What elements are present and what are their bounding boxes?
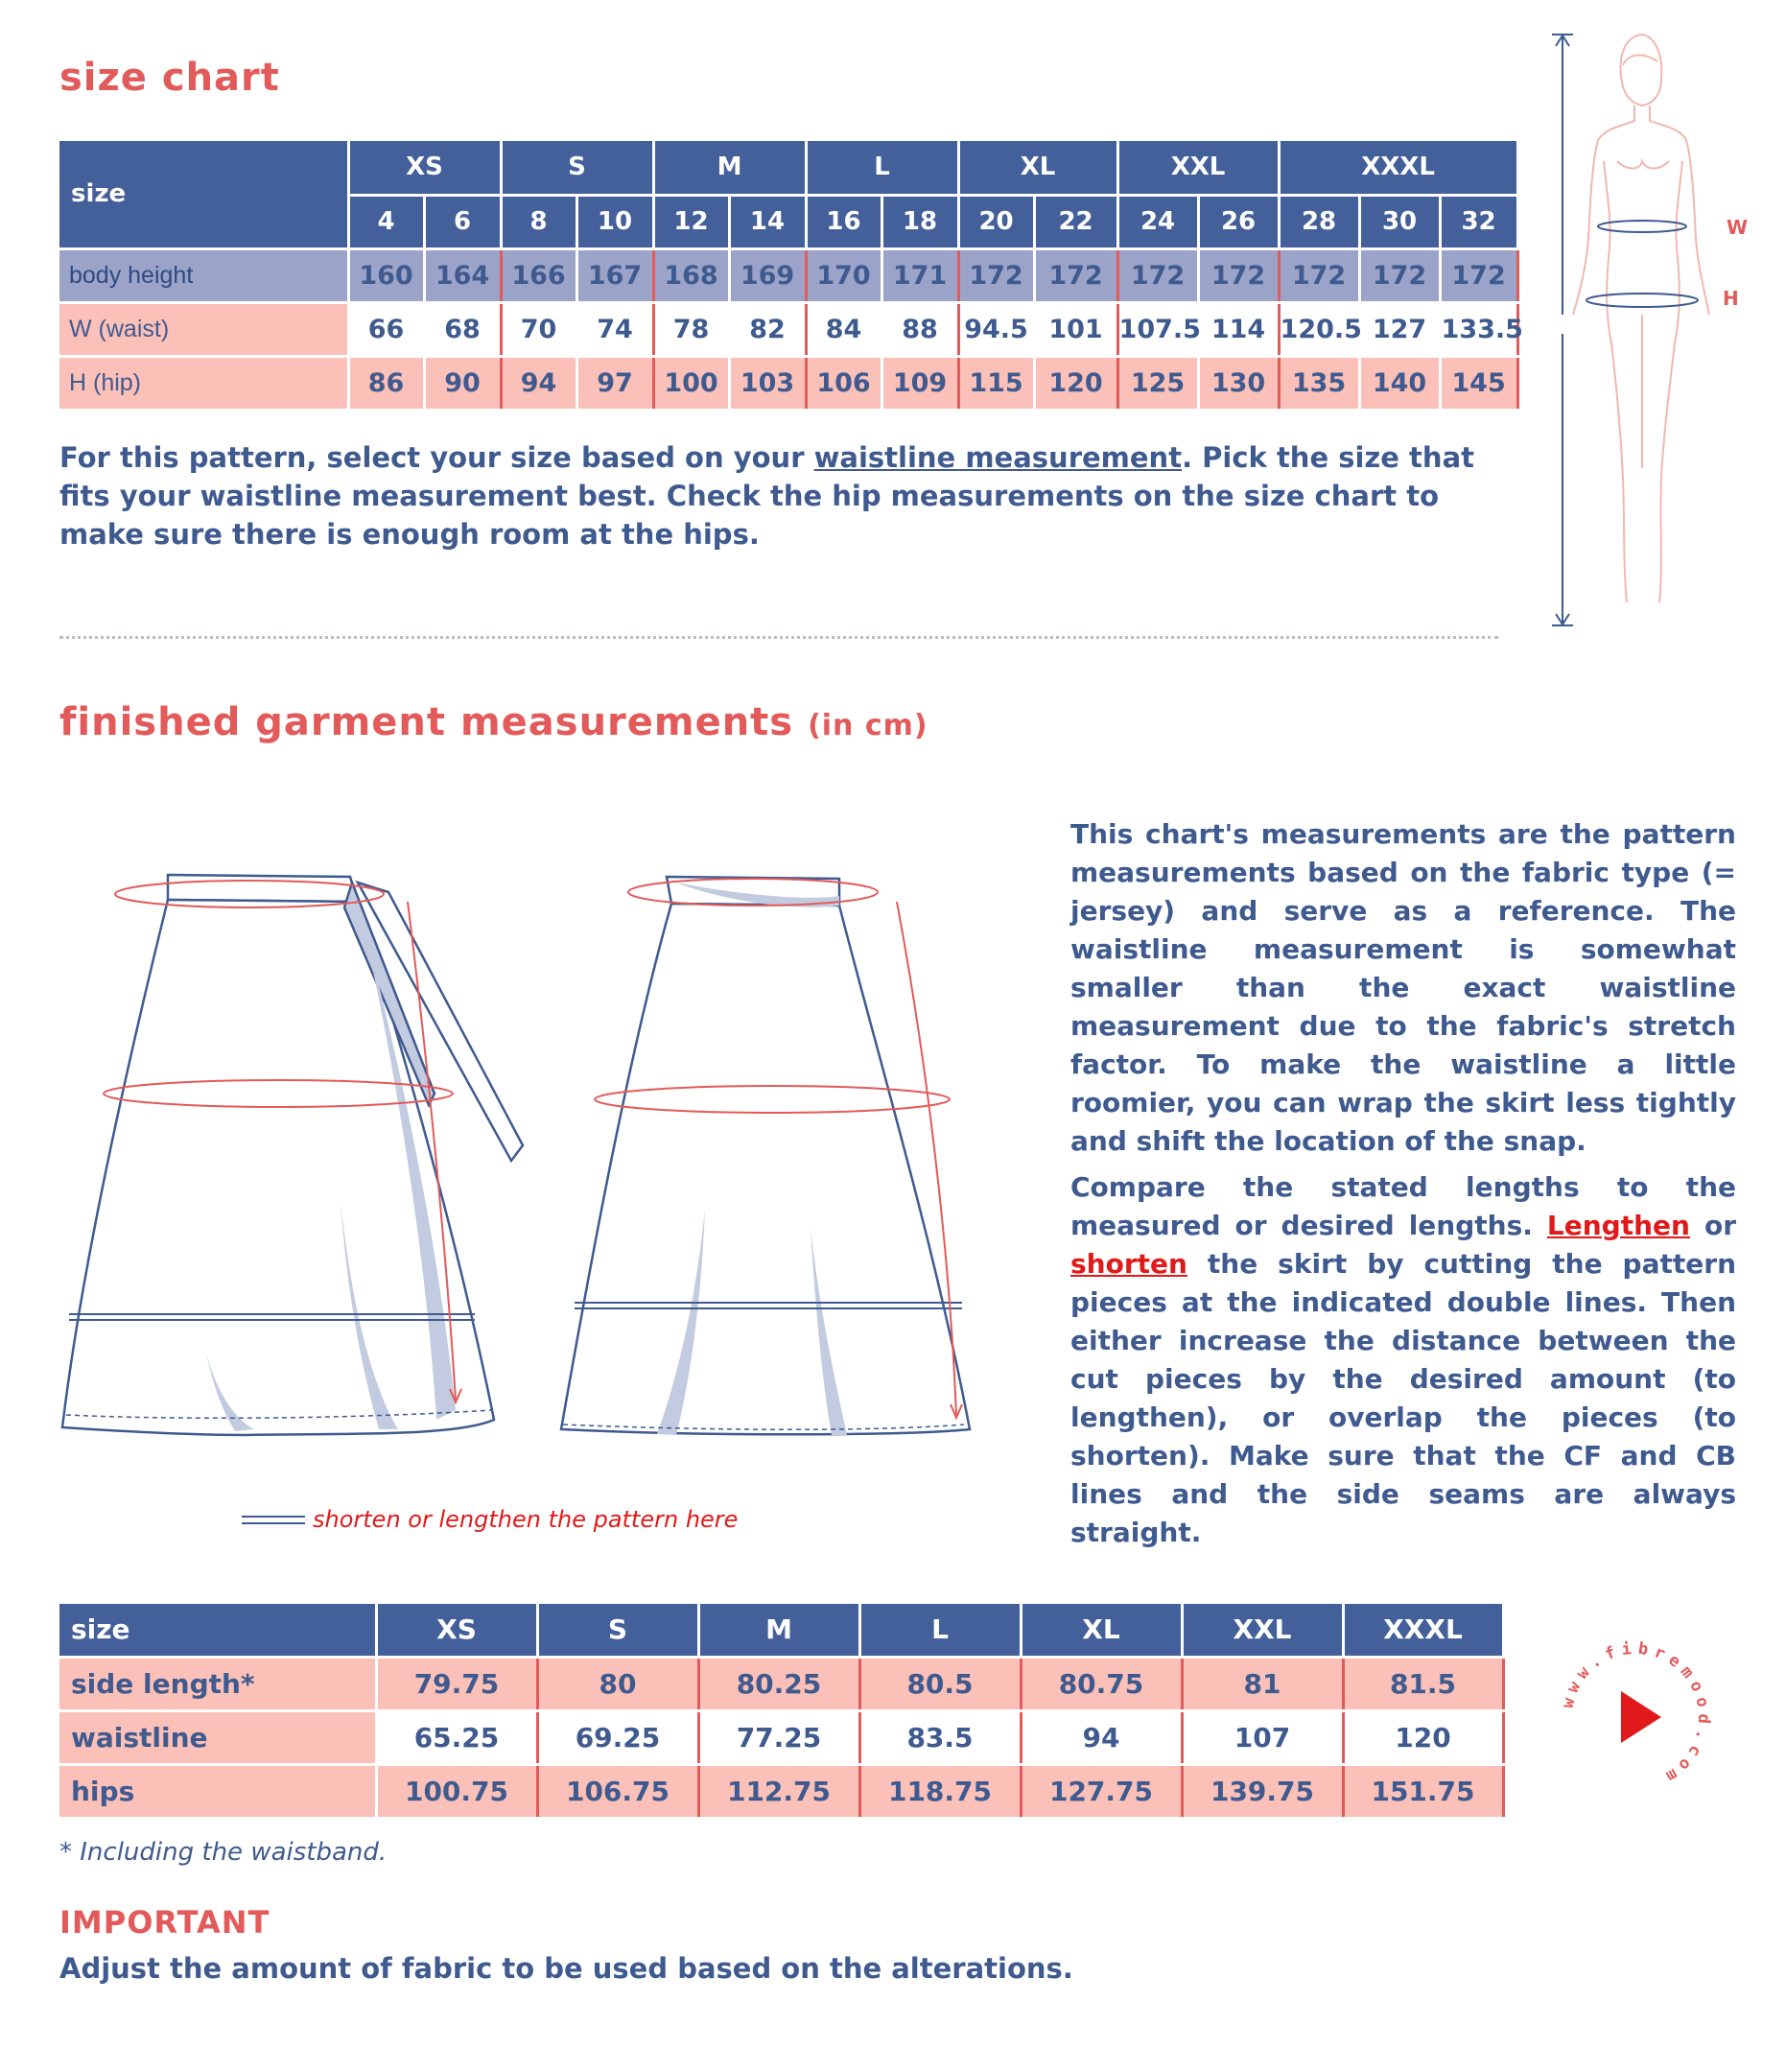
size-group-xl: XL	[958, 141, 1117, 195]
table-cell: 140	[1359, 356, 1440, 410]
table-cell: 125	[1117, 356, 1198, 410]
size-number: 4	[348, 195, 424, 248]
table-cell: 107	[1182, 1710, 1343, 1764]
size-chart-table	[59, 141, 1523, 412]
compare-text: Compare the stated lengths to the measured or desired lengths.	[1070, 1171, 1736, 1241]
garment-title-text: finished garment measurements	[59, 700, 794, 744]
table-cell: 82	[729, 302, 806, 356]
size-number: 26	[1198, 195, 1279, 248]
table-cell: 151.75	[1343, 1764, 1503, 1818]
size-column-header: XL	[1021, 1604, 1182, 1657]
table-cell: 107.5	[1117, 302, 1198, 356]
row-label: waistline	[59, 1710, 376, 1764]
table-cell: 69.25	[537, 1710, 698, 1764]
waistline-row	[59, 1710, 1503, 1764]
size-number: 8	[501, 195, 576, 248]
size-header: size	[59, 1604, 376, 1657]
size-number: 18	[881, 195, 958, 248]
side-length-row	[59, 1657, 1503, 1710]
table-cell: 81	[1182, 1657, 1343, 1710]
table-cell: 74	[576, 302, 653, 356]
size-column-header: XS	[376, 1604, 537, 1657]
table-cell: 78	[653, 302, 729, 356]
table-cell: 118.75	[859, 1764, 1021, 1818]
size-number: 22	[1034, 195, 1117, 248]
table-cell: 80.5	[859, 1657, 1021, 1710]
size-group-xxxl: XXXL	[1279, 141, 1517, 195]
important-title: IMPORTANT	[59, 1904, 270, 1941]
table-cell: 172	[1279, 248, 1359, 302]
lengthen-link[interactable]: Lengthen	[1546, 1210, 1690, 1241]
table-cell: 139.75	[1182, 1764, 1343, 1818]
size-chart-title: size chart	[59, 56, 280, 100]
hip-row	[59, 356, 1517, 410]
table-cell: 106.75	[537, 1764, 698, 1818]
back-skirt-drawing	[561, 877, 970, 1435]
section-divider	[59, 636, 1498, 639]
size-number: 14	[729, 195, 806, 248]
size-number: 6	[424, 195, 501, 248]
table-cell: 160	[348, 248, 424, 302]
table-cell: 100.75	[376, 1764, 537, 1818]
size-column-header: XXXL	[1343, 1604, 1503, 1657]
size-number: 24	[1117, 195, 1198, 248]
table-cell: 172	[1359, 248, 1440, 302]
table-cell: 112.75	[698, 1764, 859, 1818]
size-number: 10	[576, 195, 653, 248]
instruction-text: For this pattern, select your size based on your	[59, 441, 814, 474]
size-number: 30	[1359, 195, 1440, 248]
hip-label: H	[1723, 287, 1739, 310]
row-label: body height	[59, 248, 348, 302]
table-cell: 145	[1440, 356, 1517, 410]
play-icon	[1621, 1691, 1661, 1743]
waistline-link[interactable]: waistline measurement	[813, 441, 1183, 474]
table-cell: 80.25	[698, 1657, 859, 1710]
table-cell: 84	[806, 302, 881, 356]
logo-text: www.fibremood.com	[1558, 1638, 1714, 1789]
size-number: 32	[1440, 195, 1517, 248]
table-cell: 166	[501, 248, 576, 302]
table-cell: 68	[424, 302, 501, 356]
compare-text: or	[1689, 1210, 1736, 1241]
size-column-header: M	[698, 1604, 859, 1657]
body-height-row	[59, 248, 1517, 302]
size-column-header: XXL	[1182, 1604, 1343, 1657]
row-label: hips	[59, 1764, 376, 1818]
table-cell: 172	[1198, 248, 1279, 302]
table-cell: 135	[1279, 356, 1359, 410]
table-cell: 130	[1198, 356, 1279, 410]
table-cell: 106	[806, 356, 881, 410]
size-number: 16	[806, 195, 881, 248]
table-cell: 97	[576, 356, 653, 410]
table-cell: 172	[1034, 248, 1117, 302]
footnote: * Including the waistband.	[59, 1838, 388, 1867]
table-cell: 94	[1021, 1710, 1182, 1764]
row-label: H (hip)	[59, 356, 348, 410]
woman-figure	[1573, 35, 1709, 602]
garment-description: This chart's measurements are the pattern measurements based on the fabric type (= jersey) and serve as a reference. The waistline measurement is somewhat smaller than the exact waistline measurement due to the fabric's stretch factor. To make the waistline a little roomier, you can wrap the skirt less tightly and shift the location of the snap.	[1070, 818, 1736, 1157]
size-column-header: S	[537, 1604, 698, 1657]
table-cell: 127.75	[1021, 1764, 1182, 1818]
size-group-xxl: XXL	[1117, 141, 1279, 195]
table-cell: 94	[501, 356, 576, 410]
table-cell: 133.5	[1440, 302, 1517, 356]
size-group-s: S	[501, 141, 653, 195]
table-cell: 172	[958, 248, 1034, 302]
table-cell: 167	[576, 248, 653, 302]
table-cell: 70	[501, 302, 576, 356]
size-group-xs: XS	[348, 141, 501, 195]
size-header: size	[59, 141, 348, 248]
row-label: W (waist)	[59, 302, 348, 356]
size-number: 28	[1279, 195, 1359, 248]
height-arrow	[1552, 35, 1573, 625]
table-cell: 109	[881, 356, 958, 410]
garment-measurements-table	[59, 1604, 1505, 1820]
row-label: side length*	[59, 1657, 376, 1710]
table-cell: 169	[729, 248, 806, 302]
table-cell: 66	[348, 302, 424, 356]
table-cell: 65.25	[376, 1710, 537, 1764]
body-figure-illustration	[1535, 27, 1755, 641]
table-cell: 90	[424, 356, 501, 410]
waist-row	[59, 302, 1517, 356]
legend-text: shorten or lengthen the pattern here	[313, 1506, 739, 1533]
important-text: Adjust the amount of fabric to be used based on the alterations.	[59, 1952, 1073, 1985]
table-cell: 172	[1440, 248, 1517, 302]
size-group-l: L	[806, 141, 958, 195]
table-cell: 101	[1034, 302, 1117, 356]
measure-bands	[1586, 221, 1698, 307]
table-cell: 168	[653, 248, 729, 302]
front-skirt-drawing	[62, 875, 523, 1435]
table-cell: 80.75	[1021, 1657, 1182, 1710]
table-cell: 88	[881, 302, 958, 356]
table-cell: 103	[729, 356, 806, 410]
size-number: 12	[653, 195, 729, 248]
shorten-link[interactable]: shorten	[1070, 1248, 1187, 1280]
size-number: 20	[958, 195, 1034, 248]
garment-header-row	[59, 1604, 1503, 1657]
table-cell: 81.5	[1343, 1657, 1503, 1710]
table-cell: 83.5	[859, 1710, 1021, 1764]
garment-title	[59, 700, 928, 744]
table-cell: 115	[958, 356, 1034, 410]
size-column-header: L	[859, 1604, 1021, 1657]
table-cell: 100	[653, 356, 729, 410]
waist-label: W	[1727, 216, 1749, 239]
instruction-text: . Pick the size that fits your waistline measurement best. Check the hip measurements on the size chart to make sure there is enough room at the hips.	[59, 441, 1475, 551]
skirt-illustrations	[53, 863, 1002, 1477]
fibremood-logo[interactable]	[1554, 1636, 1717, 1799]
table-cell: 86	[348, 356, 424, 410]
size-group-m: M	[653, 141, 806, 195]
table-cell: 114	[1198, 302, 1279, 356]
shorten-lengthen-legend-line	[242, 1516, 305, 1527]
table-cell: 120.5	[1279, 302, 1359, 356]
table-cell: 80	[537, 1657, 698, 1710]
hips-row	[59, 1764, 1503, 1818]
alteration-instructions	[1070, 1168, 1736, 1552]
table-cell: 94.5	[958, 302, 1034, 356]
size-group-header-row	[59, 141, 1517, 195]
size-instruction	[59, 438, 1508, 553]
compare-text: the skirt by cutting the pattern pieces at the indicated double lines. Then either increase the distance between the cut pieces by the desired amount (to lengthen), or overlap the pieces (to shorten). Make sure that the CF and CB lines and the side seams are always straight.	[1070, 1248, 1736, 1548]
table-cell: 79.75	[376, 1657, 537, 1710]
table-cell: 77.25	[698, 1710, 859, 1764]
table-cell: 164	[424, 248, 501, 302]
table-cell: 127	[1359, 302, 1440, 356]
table-cell: 172	[1117, 248, 1198, 302]
table-cell: 120	[1034, 356, 1117, 410]
table-cell: 120	[1343, 1710, 1503, 1764]
table-cell: 170	[806, 248, 881, 302]
table-cell: 171	[881, 248, 958, 302]
garment-unit: (in cm)	[808, 709, 928, 742]
